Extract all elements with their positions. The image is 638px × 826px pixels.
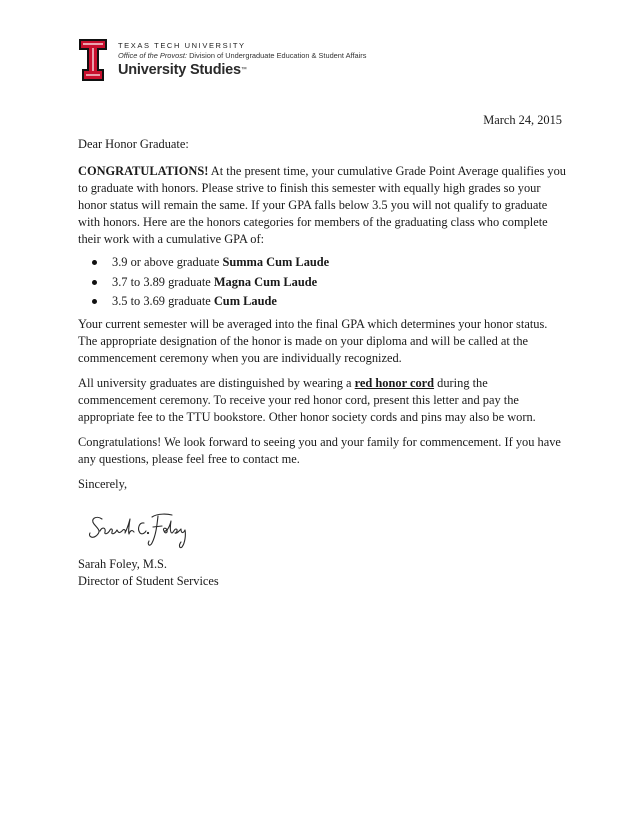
paragraph-congratulations: CONGRATULATIONS! At the present time, your cumulative Grade Point Average qualifies you to graduate with honors. Please strive to finish this semester with equally high grades so your honor status will remain the same. If your GPA falls below 3.5 you will not qualify to graduate with honors. Here are the honors categories for members of the graduating class who complete their work with a cumulative GPA of: [78, 164, 566, 246]
red-honor-cord-link[interactable]: red honor cord [354, 376, 435, 390]
paragraph-closing-remarks: Congratulations! We look forward to seeing you and your family for commencement. If you have any questions, please feel free to contact me. [78, 435, 561, 466]
university-name: TEXAS TECH UNIVERSITY [118, 41, 246, 50]
letterhead [78, 38, 398, 84]
letter-date: March 24, 2015 [483, 113, 562, 127]
bullet-icon [92, 299, 97, 304]
bullet-icon [92, 260, 97, 265]
texas-tech-double-t-logo [78, 38, 108, 82]
department-name: University Studies™ [118, 62, 247, 78]
paragraph-semester-average: Your current semester will be averaged into the final GPA which determines your honor status. The appropriate designation of the honor is made on your diploma and will be called at the commencement ceremony when you are individually recognized. [78, 317, 548, 365]
honors-list [78, 253, 566, 312]
handwritten-signature [86, 505, 196, 553]
bullet-icon [92, 280, 97, 285]
signer-name: Sarah Foley, M.S. [78, 557, 168, 571]
signer-title: Director of Student Services [78, 574, 219, 588]
list-item: 3.9 or above graduate Summa Cum Laude [78, 253, 566, 273]
list-item: 3.5 to 3.69 graduate Cum Laude [78, 292, 566, 312]
office-line: Office of the Provost: Division of Undergraduate Education & Student Affairs [118, 51, 367, 60]
paragraph-honor-cord: All university graduates are distinguished by wearing a red honor cord during the commencement ceremony. To receive your red honor cord, present this letter and pay the appropriate fee to the TTU bookstore. Other honor society cords and pins may also be worn. [78, 376, 536, 424]
closing: Sincerely, [78, 477, 128, 491]
list-item: 3.7 to 3.89 graduate Magna Cum Laude [78, 273, 566, 293]
salutation: Dear Honor Graduate: [78, 137, 189, 151]
